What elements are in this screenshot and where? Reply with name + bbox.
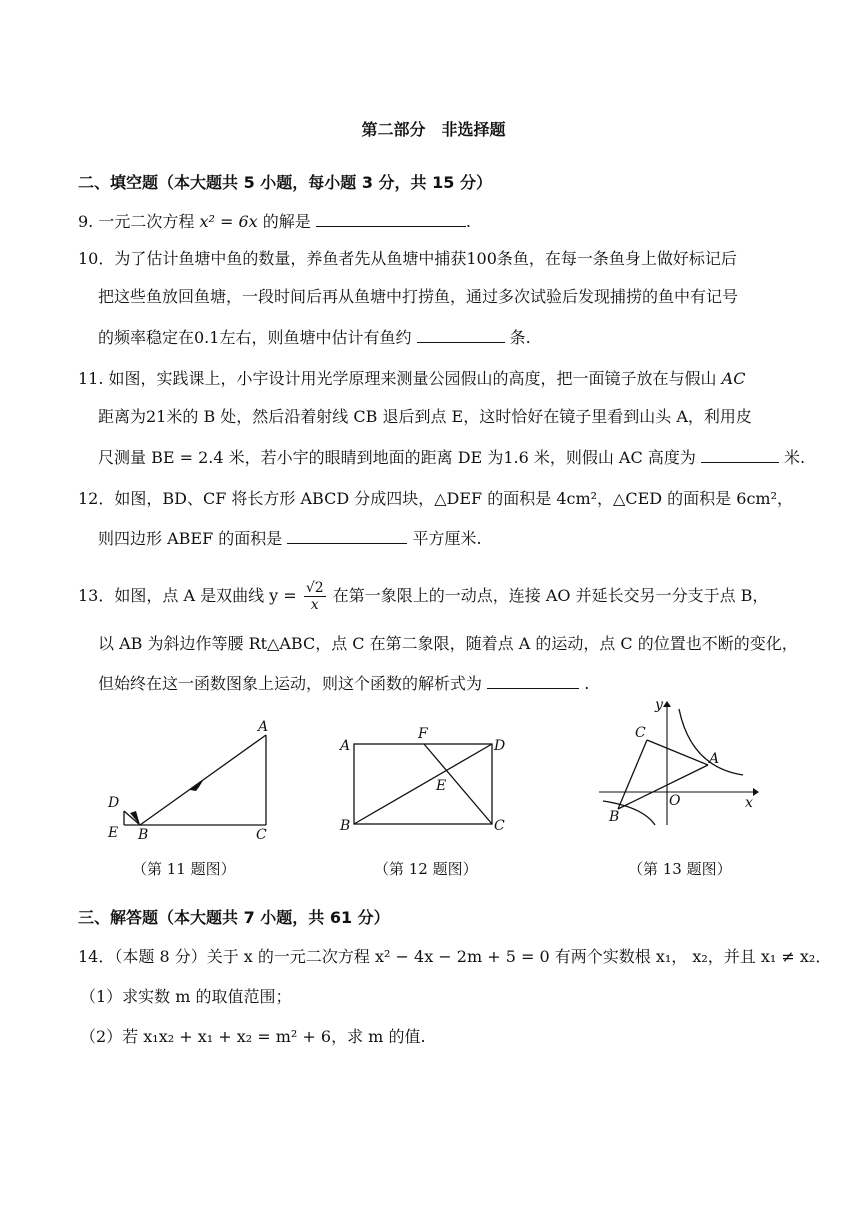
fig11-label-e: E [108, 825, 119, 841]
fig13-label-a: A [709, 751, 720, 767]
q14-part-1: （1）求实数 m 的取值范围； [80, 987, 292, 1006]
q13-line-3-text: 但始终在这一函数图象上运动，则这个函数的解析式为 [98, 674, 483, 693]
q13-line-1 [78, 576, 768, 616]
q10-line-3-text: 的频率稳定在0.1左右，则鱼塘中估计有鱼约 [98, 328, 412, 347]
q12-line-2-end: 平方厘米. [412, 529, 482, 548]
fig11-arrow-head [190, 779, 204, 791]
fig12-label-c: C [494, 818, 505, 834]
q10-line-1: 10．为了估计鱼塘中鱼的数量，养鱼者先从鱼塘中捕获100条鱼，在每一条鱼身上做好标记后 [78, 249, 737, 268]
q12-answer-blank[interactable] [287, 527, 407, 544]
q11-line-3-end: 米. [784, 448, 806, 467]
q13-line-3 [98, 672, 589, 695]
fig13-label-y: y [655, 697, 663, 713]
fig13-label-x: x [745, 795, 753, 811]
q9-answer-blank[interactable] [316, 210, 466, 227]
q10-answer-blank[interactable] [417, 326, 505, 343]
q13-line-1-text-b: 在第一象限上的一动点，连接 AO 并延长交另一分支于点 B， [332, 586, 769, 605]
q12-line-1: 12．如图，BD、CF 将长方形 ABCD 分成四块，△DEF 的面积是 4cm²，△CED 的面积是 6cm²， [78, 489, 793, 508]
caption-figure-13: （第 13 题图） [628, 860, 732, 878]
fig12-label-f: F [418, 726, 428, 742]
q13-fraction-denominator: x [310, 597, 319, 613]
q13-line-3-end: . [584, 674, 590, 693]
q12-line-2-text: 则四边形 ABEF 的面积是 [98, 529, 283, 548]
question-9 [78, 210, 471, 233]
q13-fraction [304, 580, 326, 613]
q11-line-1 [78, 368, 745, 390]
q13-line-1-text-a: 13．如图，点 A 是双曲线 y = [78, 586, 297, 605]
fig12-label-b: B [340, 818, 351, 834]
q9-end: . [465, 212, 471, 231]
fig12-label-d: D [494, 738, 506, 754]
fig12-label-a: A [340, 738, 351, 754]
caption-figure-11: （第 11 题图） [132, 860, 236, 878]
fig11-label-d: D [108, 795, 120, 811]
section-2-heading: 二、填空题（本大题共 5 小题，每小题 3 分，共 15 分） [78, 173, 492, 192]
fig12-label-e: E [436, 778, 447, 794]
fig12-segment-cf [424, 744, 492, 824]
q11-line-1-text: 11. 如图，实践课上，小宇设计用光学原理来测量公园假山的高度，把一面镜子放在与假山 [78, 369, 717, 388]
q13-answer-blank[interactable] [487, 672, 579, 689]
q10-line-3 [98, 326, 531, 349]
figure-12 [330, 722, 520, 834]
caption-figure-12: （第 12 题图） [374, 860, 478, 878]
fig13-segment-cb [618, 740, 647, 809]
q11-answer-blank[interactable] [701, 446, 779, 463]
fig11-label-c: C [256, 827, 267, 843]
fig13-segment-ab [618, 765, 708, 809]
q14-part-2: （2）若 x₁x₂ + x₁ + x₂ = m² + 6，求 m 的值. [80, 1027, 426, 1046]
q11-line-3-text: 尺测量 BE = 2.4 米，若小宇的眼睛到地面的距离 DE 为1.6 米，则假山 AC 高度为 [98, 448, 696, 467]
q9-text-b: 的解是 [262, 212, 311, 231]
q9-equation: x² = 6x [199, 212, 258, 231]
section-3-heading: 三、解答题（本大题共 7 小题，共 61 分） [78, 908, 390, 927]
fig13-label-c: C [635, 725, 646, 741]
figure-13 [595, 695, 765, 830]
fig11-label-a: A [258, 719, 269, 735]
q11-ac: AC [721, 369, 746, 388]
fig13-label-o: O [669, 793, 681, 809]
part-title: 第二部分 非选择题 [361, 120, 506, 139]
figure-11 [100, 715, 290, 845]
q12-line-2 [98, 527, 482, 550]
q14-line-1: 14．（本题 8 分）关于 x 的一元二次方程 x² − 4x − 2m + 5 = 0 有两个实数根 x₁， x₂，并且 x₁ ≠ x₂． [78, 947, 832, 966]
fig11-label-b: B [138, 827, 149, 843]
fig13-x-arrow [753, 788, 759, 796]
fig12-diagonal-bd [354, 744, 492, 824]
q10-line-3-end: 条. [509, 328, 531, 347]
q13-line-2: 以 AB 为斜边作等腰 Rt△ABC，点 C 在第二象限，随着点 A 的运动，点 C 的位置也不断的变化， [98, 634, 798, 653]
q10-line-2: 把这些鱼放回鱼塘，一段时间后再从鱼塘中打捞鱼，通过多次试验后发现捕捞的鱼中有记号 [98, 287, 739, 306]
q11-line-3 [98, 446, 805, 469]
q13-fraction-numerator: √2 [305, 580, 324, 596]
fig13-y-arrow [663, 701, 671, 707]
q9-text-a: 9. 一元二次方程 [78, 212, 195, 231]
fig13-label-b: B [609, 809, 620, 825]
q11-line-2: 距离为21米的 B 处，然后沿着射线 CB 退后到点 E，这时恰好在镜子里看到山头 A，利用皮 [98, 407, 752, 426]
